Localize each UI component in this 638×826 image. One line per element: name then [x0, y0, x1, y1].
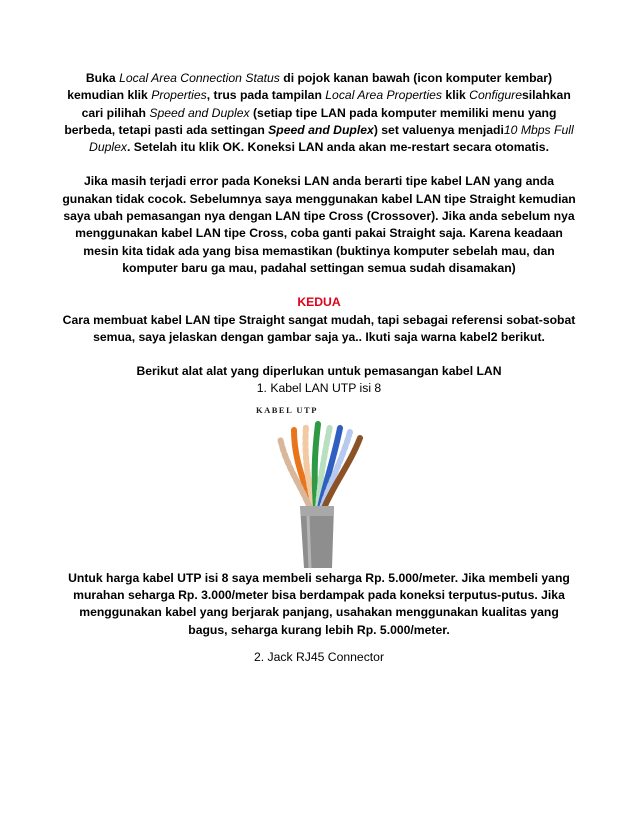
text-span-italic: Local Area Properties [325, 88, 443, 103]
cable-wires [280, 424, 360, 508]
text-span-italic: Properties [151, 88, 207, 103]
cable-jacket-edge [300, 506, 334, 516]
paragraph-cable-price: Untuk harga kabel UTP isi 8 saya membeli seharga Rp. 5.000/meter. Jika membeli yang murahan seharga Rp. 3.000/meter bisa berdampak pada koneksi terputus-putus. Jika menggunakan kabel yang berjarak panjang, usahakan menggunakan kualitas yang bagus, seharga kurang lebih Rp. 5.000/meter. [68, 570, 570, 637]
document-body [62, 70, 576, 666]
paragraph-network-settings [62, 70, 576, 156]
list-item-utp-cable: 1. Kabel LAN UTP isi 8 [256, 381, 382, 396]
section-heading: KEDUA [297, 295, 341, 310]
spacer [62, 277, 576, 294]
text-span: silahkan cari pilihah [81, 88, 571, 120]
text-span: ) set valuenya menjadi [373, 122, 504, 137]
text-span: , trus pada tampilan [206, 88, 326, 103]
text-span: . Setelah itu klik OK. Koneksi LAN anda akan me-restart secara otomatis. [126, 140, 549, 155]
text-span: Buka [85, 71, 120, 85]
text-span-italic: 10 Mbps Full Duplex [89, 122, 574, 155]
text-span-italic: Configure [469, 88, 522, 103]
utp-cable-image [234, 400, 404, 570]
spacer [62, 346, 576, 363]
spacer [62, 156, 576, 173]
text-span: di pojok kanan bawah (icon komputer kembar) kemudian klik [67, 71, 553, 103]
text-span-italic: Local Area Connection Status [119, 71, 280, 85]
paragraph-straight-cable-intro: Cara membuat kabel LAN tipe Straight sangat mudah, tapi sebagai referensi sobat-sobat semua, saya jelaskan dengan gambar saja ya.. Ikuti saja warna kabel2 berikut. [62, 312, 576, 344]
text-span-bold-italic: Speed and Duplex [268, 122, 374, 137]
text-span: klik [442, 88, 470, 103]
text-span: (setiap tipe LAN pada komputer memiliki menu yang berbeda, tetapi pasti ada settingan [64, 105, 557, 137]
text-span-italic: Speed and Duplex [149, 105, 250, 120]
figure-label: KABEL UTP [256, 404, 318, 415]
paragraph-tools-list: Berikut alat alat yang diperlukan untuk pemasangan kabel LAN [136, 364, 502, 379]
spacer [62, 639, 576, 649]
paragraph-lan-error: Jika masih terjadi error pada Koneksi LAN anda berarti tipe kabel LAN yang anda gunakan tidak cocok. Sebelumnya saya menggunakan kabel LAN tipe Straight kemudian saya ubah pemasangan nya dengan LAN tipe Cross (Crossover). Jika anda sebelum nya menggunakan kabel LAN tipe Cross, coba ganti pakai Straight saja. Karena keadaan mesin kita tidak ada yang bisa memastikan (buktinya komputer sebelah mau, dan komputer baru ga mau, padahal settingan semua sudah disamakan) [62, 174, 576, 275]
list-item-rj45-connector: 2. Jack RJ45 Connector [253, 649, 385, 664]
cable-jacket-highlight [308, 516, 310, 568]
